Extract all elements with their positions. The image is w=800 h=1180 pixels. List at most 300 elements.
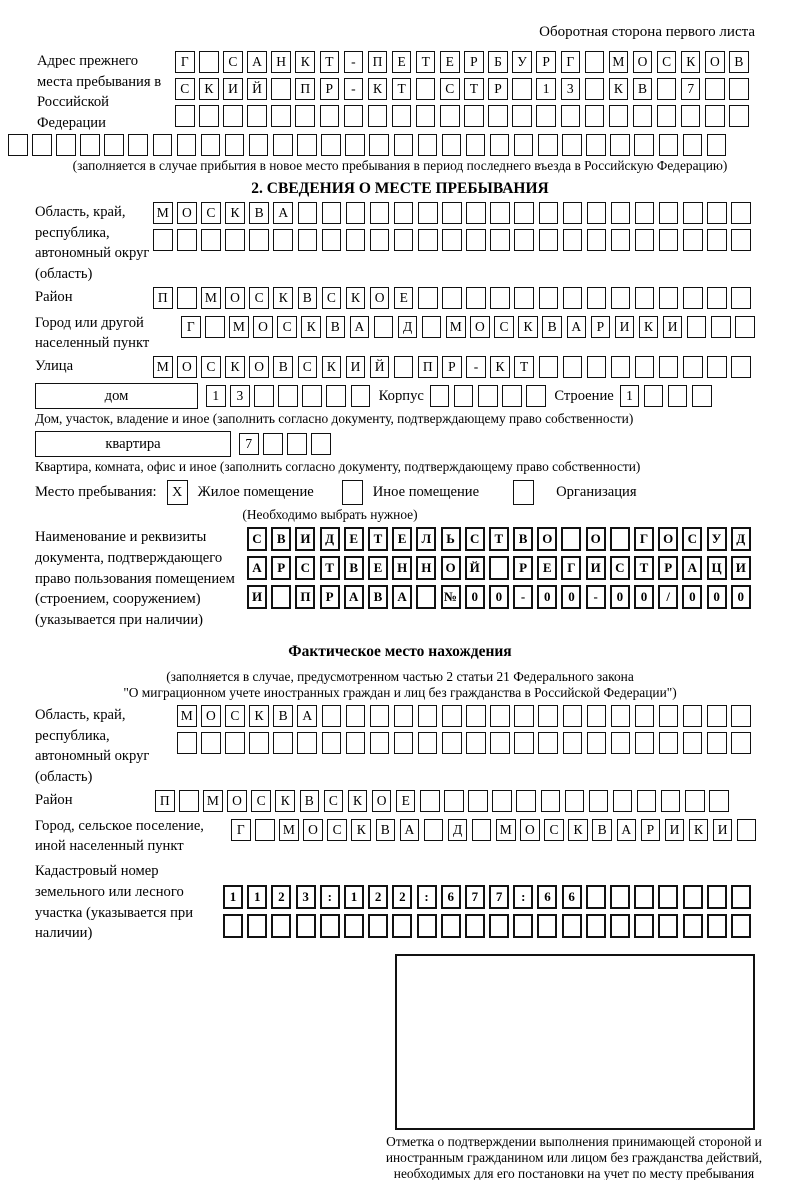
char-box[interactable] bbox=[430, 385, 450, 407]
char-box[interactable] bbox=[586, 134, 606, 156]
char-box[interactable] bbox=[464, 105, 484, 127]
char-box[interactable] bbox=[634, 914, 654, 938]
char-box[interactable]: К bbox=[368, 78, 388, 100]
char-box[interactable]: А bbox=[297, 705, 317, 727]
char-box[interactable] bbox=[611, 229, 631, 251]
char-box[interactable] bbox=[394, 229, 414, 251]
char-box[interactable]: Ь bbox=[441, 527, 461, 551]
char-box[interactable]: Р bbox=[464, 51, 484, 73]
char-box[interactable] bbox=[346, 202, 366, 224]
char-box[interactable] bbox=[709, 790, 729, 812]
char-box[interactable]: : bbox=[417, 885, 437, 909]
char-box[interactable] bbox=[273, 134, 293, 156]
char-box[interactable]: С bbox=[440, 78, 460, 100]
char-box[interactable] bbox=[659, 732, 679, 754]
char-box[interactable] bbox=[731, 885, 751, 909]
char-box[interactable] bbox=[346, 732, 366, 754]
char-box[interactable]: В bbox=[273, 356, 293, 378]
char-box[interactable] bbox=[465, 914, 485, 938]
char-box[interactable]: 1 bbox=[223, 885, 243, 909]
char-box[interactable]: С bbox=[322, 287, 342, 309]
char-box[interactable]: А bbox=[273, 202, 293, 224]
char-box[interactable]: О bbox=[227, 790, 247, 812]
char-box[interactable]: 3 bbox=[230, 385, 250, 407]
char-box[interactable]: К bbox=[490, 356, 510, 378]
char-box[interactable]: Г bbox=[634, 527, 654, 551]
char-box[interactable] bbox=[562, 134, 582, 156]
char-box[interactable] bbox=[466, 202, 486, 224]
char-box[interactable] bbox=[683, 356, 703, 378]
char-box[interactable] bbox=[587, 356, 607, 378]
char-box[interactable] bbox=[562, 914, 582, 938]
char-box[interactable]: 7 bbox=[465, 885, 485, 909]
char-box[interactable] bbox=[657, 105, 677, 127]
char-box[interactable]: Р bbox=[591, 316, 611, 338]
char-box[interactable] bbox=[514, 229, 534, 251]
char-box[interactable]: Т bbox=[514, 356, 534, 378]
char-box[interactable] bbox=[735, 316, 755, 338]
char-box[interactable] bbox=[418, 732, 438, 754]
char-box[interactable]: А bbox=[567, 316, 587, 338]
char-box[interactable]: И bbox=[731, 556, 751, 580]
checkbox-organization[interactable] bbox=[513, 480, 534, 505]
char-box[interactable]: К bbox=[275, 790, 295, 812]
char-box[interactable] bbox=[589, 790, 609, 812]
char-box[interactable]: 0 bbox=[634, 585, 654, 609]
char-box[interactable]: В bbox=[542, 316, 562, 338]
char-box[interactable]: К bbox=[301, 316, 321, 338]
char-box[interactable] bbox=[659, 134, 679, 156]
char-box[interactable] bbox=[563, 705, 583, 727]
char-box[interactable] bbox=[271, 105, 291, 127]
char-box[interactable] bbox=[344, 105, 364, 127]
char-box[interactable]: К bbox=[249, 705, 269, 727]
char-box[interactable]: С bbox=[247, 527, 267, 551]
char-box[interactable]: И bbox=[223, 78, 243, 100]
char-box[interactable] bbox=[635, 229, 655, 251]
char-box[interactable]: 0 bbox=[465, 585, 485, 609]
char-box[interactable]: Г bbox=[181, 316, 201, 338]
char-box[interactable]: Т bbox=[320, 556, 340, 580]
char-box[interactable] bbox=[478, 385, 498, 407]
char-box[interactable] bbox=[201, 134, 221, 156]
char-box[interactable] bbox=[516, 790, 536, 812]
char-box[interactable]: С bbox=[657, 51, 677, 73]
char-box[interactable]: Р bbox=[442, 356, 462, 378]
char-box[interactable]: № bbox=[441, 585, 461, 609]
char-box[interactable]: К bbox=[346, 287, 366, 309]
char-box[interactable]: В bbox=[729, 51, 749, 73]
char-box[interactable]: В bbox=[271, 527, 291, 551]
char-box[interactable] bbox=[225, 732, 245, 754]
char-box[interactable] bbox=[322, 229, 342, 251]
char-box[interactable]: 0 bbox=[682, 585, 702, 609]
char-box[interactable] bbox=[514, 705, 534, 727]
char-box[interactable] bbox=[322, 732, 342, 754]
char-box[interactable] bbox=[394, 732, 414, 754]
char-box[interactable] bbox=[683, 287, 703, 309]
char-box[interactable] bbox=[611, 202, 631, 224]
char-box[interactable]: И bbox=[713, 819, 733, 841]
char-box[interactable] bbox=[489, 556, 509, 580]
char-box[interactable] bbox=[561, 105, 581, 127]
char-box[interactable]: Д bbox=[731, 527, 751, 551]
char-box[interactable]: М bbox=[279, 819, 299, 841]
char-box[interactable] bbox=[351, 385, 371, 407]
char-box[interactable] bbox=[249, 229, 269, 251]
char-box[interactable]: : bbox=[320, 885, 340, 909]
char-box[interactable]: А bbox=[682, 556, 702, 580]
char-box[interactable]: 0 bbox=[731, 585, 751, 609]
char-box[interactable]: И bbox=[346, 356, 366, 378]
char-box[interactable]: О bbox=[537, 527, 557, 551]
char-box[interactable] bbox=[177, 229, 197, 251]
char-box[interactable] bbox=[705, 78, 725, 100]
char-box[interactable]: М bbox=[496, 819, 516, 841]
char-box[interactable]: Т bbox=[368, 527, 388, 551]
char-box[interactable]: Т bbox=[489, 527, 509, 551]
char-box[interactable]: 7 bbox=[681, 78, 701, 100]
char-box[interactable] bbox=[707, 885, 727, 909]
char-box[interactable]: - bbox=[586, 585, 606, 609]
char-box[interactable]: Д bbox=[448, 819, 468, 841]
char-box[interactable] bbox=[561, 527, 581, 551]
char-box[interactable] bbox=[297, 732, 317, 754]
char-box[interactable] bbox=[271, 914, 291, 938]
char-box[interactable]: П bbox=[418, 356, 438, 378]
char-box[interactable] bbox=[526, 385, 546, 407]
char-box[interactable] bbox=[201, 732, 221, 754]
char-box[interactable] bbox=[539, 356, 559, 378]
char-box[interactable] bbox=[514, 287, 534, 309]
char-box[interactable] bbox=[326, 385, 346, 407]
char-box[interactable] bbox=[658, 885, 678, 909]
char-box[interactable]: Б bbox=[488, 51, 508, 73]
char-box[interactable]: П bbox=[153, 287, 173, 309]
char-box[interactable] bbox=[644, 385, 664, 407]
char-box[interactable] bbox=[681, 105, 701, 127]
char-box[interactable]: С bbox=[201, 202, 221, 224]
char-box[interactable] bbox=[468, 790, 488, 812]
char-box[interactable]: О bbox=[370, 287, 390, 309]
char-box[interactable]: В bbox=[633, 78, 653, 100]
char-box[interactable] bbox=[609, 105, 629, 127]
char-box[interactable] bbox=[737, 819, 757, 841]
char-box[interactable] bbox=[441, 914, 461, 938]
char-box[interactable] bbox=[731, 914, 751, 938]
char-box[interactable] bbox=[729, 105, 749, 127]
char-box[interactable]: К bbox=[348, 790, 368, 812]
char-box[interactable] bbox=[153, 134, 173, 156]
char-box[interactable] bbox=[634, 885, 654, 909]
char-box[interactable]: Р bbox=[658, 556, 678, 580]
char-box[interactable] bbox=[514, 202, 534, 224]
char-box[interactable] bbox=[177, 287, 197, 309]
char-box[interactable]: Т bbox=[392, 78, 412, 100]
char-box[interactable]: К bbox=[225, 202, 245, 224]
char-box[interactable] bbox=[418, 705, 438, 727]
char-box[interactable]: К bbox=[639, 316, 659, 338]
char-box[interactable]: 1 bbox=[344, 885, 364, 909]
char-box[interactable] bbox=[490, 229, 510, 251]
char-box[interactable] bbox=[683, 914, 703, 938]
char-box[interactable] bbox=[685, 790, 705, 812]
char-box[interactable]: М bbox=[177, 705, 197, 727]
char-box[interactable] bbox=[442, 287, 462, 309]
char-box[interactable] bbox=[416, 585, 436, 609]
char-box[interactable] bbox=[273, 732, 293, 754]
char-box[interactable]: С bbox=[175, 78, 195, 100]
char-box[interactable]: О bbox=[520, 819, 540, 841]
char-box[interactable]: 6 bbox=[562, 885, 582, 909]
char-box[interactable] bbox=[586, 914, 606, 938]
char-box[interactable] bbox=[731, 356, 751, 378]
char-box[interactable]: 1 bbox=[206, 385, 226, 407]
char-box[interactable] bbox=[298, 229, 318, 251]
char-box[interactable] bbox=[657, 78, 677, 100]
char-box[interactable]: К bbox=[681, 51, 701, 73]
char-box[interactable] bbox=[472, 819, 492, 841]
char-box[interactable] bbox=[490, 134, 510, 156]
char-box[interactable]: К bbox=[518, 316, 538, 338]
char-box[interactable] bbox=[296, 914, 316, 938]
char-box[interactable]: И bbox=[586, 556, 606, 580]
char-box[interactable] bbox=[263, 433, 283, 455]
char-box[interactable]: А bbox=[247, 556, 267, 580]
char-box[interactable]: М bbox=[201, 287, 221, 309]
char-box[interactable] bbox=[502, 385, 522, 407]
char-box[interactable] bbox=[454, 385, 474, 407]
char-box[interactable]: С bbox=[327, 819, 347, 841]
char-box[interactable] bbox=[683, 229, 703, 251]
char-box[interactable]: В bbox=[513, 527, 533, 551]
char-box[interactable]: 1 bbox=[247, 885, 267, 909]
char-box[interactable] bbox=[514, 134, 534, 156]
char-box[interactable] bbox=[635, 287, 655, 309]
char-box[interactable]: К bbox=[322, 356, 342, 378]
char-box[interactable] bbox=[731, 287, 751, 309]
char-box[interactable] bbox=[668, 385, 688, 407]
char-box[interactable]: С bbox=[249, 287, 269, 309]
char-box[interactable] bbox=[394, 705, 414, 727]
char-box[interactable] bbox=[707, 732, 727, 754]
char-box[interactable]: С bbox=[544, 819, 564, 841]
char-box[interactable]: 2 bbox=[368, 885, 388, 909]
char-box[interactable]: И bbox=[247, 585, 267, 609]
char-box[interactable] bbox=[466, 705, 486, 727]
char-box[interactable]: С bbox=[277, 316, 297, 338]
char-box[interactable] bbox=[249, 134, 269, 156]
char-box[interactable] bbox=[711, 316, 731, 338]
char-box[interactable] bbox=[442, 229, 462, 251]
char-box[interactable] bbox=[466, 287, 486, 309]
char-box[interactable] bbox=[563, 202, 583, 224]
char-box[interactable]: Й bbox=[370, 356, 390, 378]
char-box[interactable] bbox=[177, 134, 197, 156]
char-box[interactable] bbox=[442, 134, 462, 156]
char-box[interactable] bbox=[370, 202, 390, 224]
char-box[interactable] bbox=[635, 356, 655, 378]
char-box[interactable]: О bbox=[586, 527, 606, 551]
char-box[interactable] bbox=[320, 105, 340, 127]
char-box[interactable] bbox=[442, 705, 462, 727]
char-box[interactable] bbox=[295, 105, 315, 127]
char-box[interactable] bbox=[512, 105, 532, 127]
char-box[interactable] bbox=[223, 105, 243, 127]
char-box[interactable] bbox=[490, 705, 510, 727]
char-box[interactable] bbox=[488, 105, 508, 127]
char-box[interactable]: 0 bbox=[610, 585, 630, 609]
char-box[interactable] bbox=[418, 202, 438, 224]
char-box[interactable]: К bbox=[199, 78, 219, 100]
char-box[interactable] bbox=[731, 229, 751, 251]
char-box[interactable] bbox=[302, 385, 322, 407]
char-box[interactable]: О bbox=[441, 556, 461, 580]
char-box[interactable] bbox=[731, 202, 751, 224]
char-box[interactable] bbox=[254, 385, 274, 407]
char-box[interactable] bbox=[659, 229, 679, 251]
char-box[interactable]: С bbox=[682, 527, 702, 551]
char-box[interactable] bbox=[466, 732, 486, 754]
char-box[interactable]: - bbox=[344, 51, 364, 73]
char-box[interactable]: О bbox=[177, 202, 197, 224]
char-box[interactable]: О bbox=[225, 287, 245, 309]
char-box[interactable]: Т bbox=[634, 556, 654, 580]
char-box[interactable]: К bbox=[273, 287, 293, 309]
char-box[interactable] bbox=[179, 790, 199, 812]
char-box[interactable] bbox=[271, 78, 291, 100]
char-box[interactable] bbox=[610, 134, 630, 156]
char-box[interactable] bbox=[635, 705, 655, 727]
char-box[interactable] bbox=[370, 732, 390, 754]
char-box[interactable] bbox=[490, 287, 510, 309]
char-box[interactable]: О bbox=[177, 356, 197, 378]
char-box[interactable] bbox=[368, 105, 388, 127]
char-box[interactable]: Н bbox=[416, 556, 436, 580]
char-box[interactable] bbox=[420, 790, 440, 812]
char-box[interactable]: П bbox=[155, 790, 175, 812]
char-box[interactable]: М bbox=[229, 316, 249, 338]
char-box[interactable]: 1 bbox=[536, 78, 556, 100]
char-box[interactable] bbox=[489, 914, 509, 938]
char-box[interactable]: Е bbox=[394, 287, 414, 309]
char-box[interactable] bbox=[56, 134, 76, 156]
char-box[interactable]: 6 bbox=[441, 885, 461, 909]
char-box[interactable] bbox=[322, 202, 342, 224]
char-box[interactable]: А bbox=[247, 51, 267, 73]
char-box[interactable] bbox=[370, 705, 390, 727]
char-box[interactable] bbox=[587, 202, 607, 224]
char-box[interactable]: Р bbox=[641, 819, 661, 841]
char-box[interactable] bbox=[466, 229, 486, 251]
char-box[interactable] bbox=[298, 202, 318, 224]
char-box[interactable]: О bbox=[249, 356, 269, 378]
char-box[interactable]: 3 bbox=[561, 78, 581, 100]
char-box[interactable]: Р bbox=[320, 585, 340, 609]
char-box[interactable] bbox=[273, 229, 293, 251]
char-box[interactable]: И bbox=[665, 819, 685, 841]
char-box[interactable] bbox=[177, 732, 197, 754]
char-box[interactable]: О bbox=[303, 819, 323, 841]
char-box[interactable] bbox=[466, 134, 486, 156]
char-box[interactable] bbox=[731, 705, 751, 727]
char-box[interactable] bbox=[707, 356, 727, 378]
char-box[interactable] bbox=[705, 105, 725, 127]
char-box[interactable] bbox=[514, 732, 534, 754]
char-box[interactable]: - bbox=[513, 585, 533, 609]
char-box[interactable] bbox=[225, 229, 245, 251]
char-box[interactable]: В bbox=[326, 316, 346, 338]
char-box[interactable] bbox=[322, 705, 342, 727]
char-box[interactable] bbox=[538, 134, 558, 156]
char-box[interactable]: О bbox=[658, 527, 678, 551]
char-box[interactable] bbox=[320, 914, 340, 938]
char-box[interactable]: 7 bbox=[239, 433, 259, 455]
char-box[interactable]: С bbox=[251, 790, 271, 812]
char-box[interactable] bbox=[707, 287, 727, 309]
char-box[interactable] bbox=[392, 914, 412, 938]
char-box[interactable] bbox=[585, 105, 605, 127]
char-box[interactable] bbox=[635, 732, 655, 754]
char-box[interactable] bbox=[538, 732, 558, 754]
char-box[interactable]: Р bbox=[536, 51, 556, 73]
char-box[interactable] bbox=[417, 914, 437, 938]
char-box[interactable]: С bbox=[494, 316, 514, 338]
char-box[interactable] bbox=[659, 202, 679, 224]
char-box[interactable]: П bbox=[368, 51, 388, 73]
char-box[interactable]: И bbox=[615, 316, 635, 338]
char-box[interactable]: Г bbox=[231, 819, 251, 841]
char-box[interactable] bbox=[587, 287, 607, 309]
char-box[interactable] bbox=[394, 356, 414, 378]
char-box[interactable]: С bbox=[295, 556, 315, 580]
char-box[interactable] bbox=[201, 229, 221, 251]
char-box[interactable] bbox=[199, 51, 219, 73]
char-box[interactable]: В bbox=[368, 585, 388, 609]
char-box[interactable]: Р bbox=[320, 78, 340, 100]
char-box[interactable] bbox=[442, 202, 462, 224]
char-box[interactable]: С bbox=[465, 527, 485, 551]
char-box[interactable] bbox=[346, 705, 366, 727]
char-box[interactable]: 1 bbox=[620, 385, 640, 407]
char-box[interactable] bbox=[490, 732, 510, 754]
char-box[interactable] bbox=[247, 105, 267, 127]
char-box[interactable] bbox=[731, 732, 751, 754]
char-box[interactable]: К bbox=[225, 356, 245, 378]
char-box[interactable]: 0 bbox=[707, 585, 727, 609]
char-box[interactable]: - bbox=[344, 78, 364, 100]
char-box[interactable]: К bbox=[568, 819, 588, 841]
char-box[interactable]: А bbox=[350, 316, 370, 338]
char-box[interactable]: Д bbox=[320, 527, 340, 551]
char-box[interactable]: 6 bbox=[537, 885, 557, 909]
char-box[interactable]: О bbox=[633, 51, 653, 73]
char-box[interactable]: В bbox=[344, 556, 364, 580]
char-box[interactable] bbox=[490, 202, 510, 224]
char-box[interactable]: М bbox=[609, 51, 629, 73]
char-box[interactable]: А bbox=[392, 585, 412, 609]
char-box[interactable] bbox=[563, 356, 583, 378]
char-box[interactable]: Р bbox=[513, 556, 533, 580]
char-box[interactable] bbox=[633, 105, 653, 127]
char-box[interactable]: 0 bbox=[537, 585, 557, 609]
char-box[interactable] bbox=[587, 732, 607, 754]
char-box[interactable]: Е bbox=[396, 790, 416, 812]
char-box[interactable] bbox=[683, 134, 703, 156]
char-box[interactable] bbox=[422, 316, 442, 338]
char-box[interactable] bbox=[563, 732, 583, 754]
char-box[interactable]: Е bbox=[440, 51, 460, 73]
